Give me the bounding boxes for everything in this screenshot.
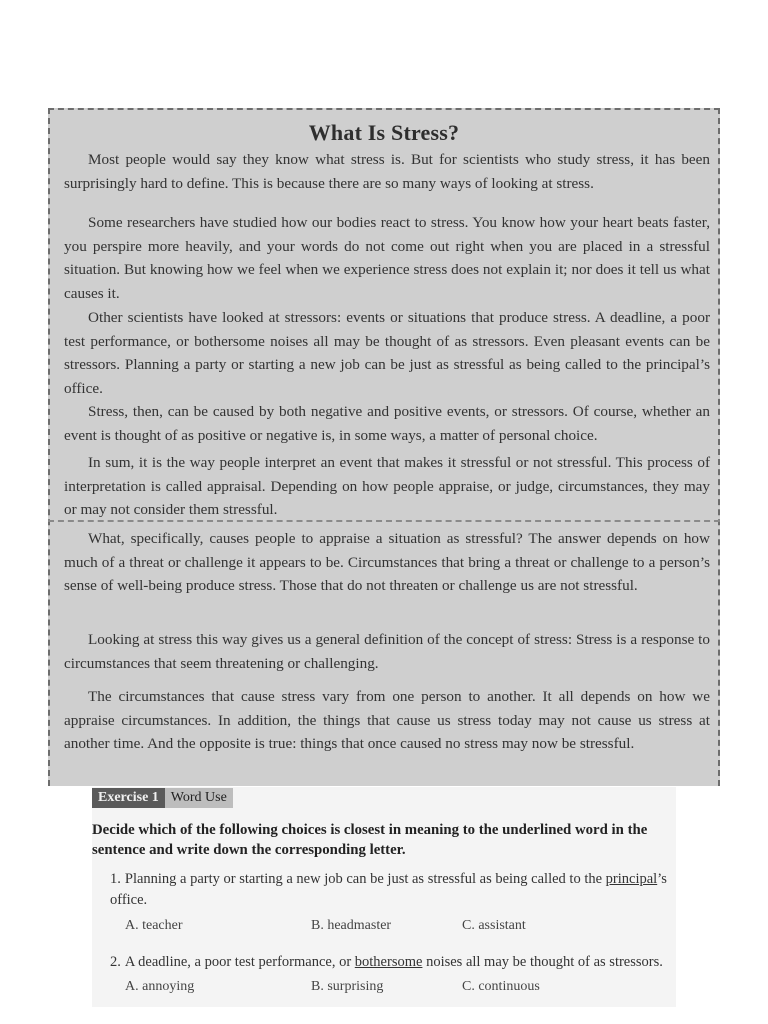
question-2	[110, 952, 676, 973]
passage-title: What Is Stress?	[308, 120, 460, 145]
question-text-before: A deadline, a poor test performance, or	[124, 954, 355, 970]
paragraph-2: Some researchers have studied how our bodies react to stress. You know how your heart beats faster, you perspire more heavily, and your words do not come out right when you are placed in a stressful situation. But knowing how we feel when we experience stress does not explain it; nor does it tell us what causes it.	[64, 214, 710, 302]
paragraph-8: The circumstances that cause stress vary from one person to another. It all depends on how we appraise circumstances. In addition, the things that cause us stress today may not cause us stress at another time. And the opposite is true: things that once caused no stress may now be stressful.	[64, 688, 710, 752]
question-number: 1.	[110, 871, 121, 887]
question-text-after: noises all may be thought of as stressors.	[422, 954, 663, 970]
option-c[interactable]: C. assistant	[462, 918, 526, 933]
option-a[interactable]: A. teacher	[125, 918, 183, 933]
paragraph-5: In sum, it is the way people interpret an event that makes it stressful or not stressful. This process of interpretation is called appraisal. Depending on how people appraise, or judge, circumstances, they may or may not consider them stressful.	[64, 454, 710, 518]
question-1	[110, 869, 676, 911]
exercise-badge	[92, 788, 233, 808]
option-b[interactable]: B. surprising	[311, 979, 384, 994]
paragraph-7: Looking at stress this way gives us a general definition of the concept of stress: Stress is a response to circumstances that seem threatening or challenging.	[64, 631, 710, 672]
exercise-number: Exercise 1	[92, 788, 165, 808]
paragraph-4: Stress, then, can be caused by both negative and positive events, or stressors. Of course, whether an event is thought of as positive or negative is, in some ways, a matter of personal choice.	[64, 403, 710, 444]
option-b[interactable]: B. headmaster	[311, 918, 392, 933]
exercise-instructions: Decide which of the following choices is closest in meaning to the underlined word in the sentence and write down the corresponding letter.	[92, 822, 648, 858]
paragraph-6: What, specifically, causes people to appraise a situation as stressful? The answer depends on how much of a threat or challenge it appears to be. Circumstances that bring a threat or challenge to a person’s sense of well-being produce stress. Those that do not threaten or challenge us are not stressful.	[64, 530, 710, 594]
option-a[interactable]: A. annoying	[125, 979, 195, 994]
exercise-type: Word Use	[165, 788, 233, 808]
question-number: 2.	[110, 954, 121, 970]
paragraph-1: Most people would say they know what stress is. But for scientists who study stress, it has been surprisingly hard to define. This is because there are so many ways of looking at stress.	[64, 151, 710, 192]
question-text-after: ’s office.	[110, 871, 667, 908]
option-c[interactable]: C. continuous	[462, 979, 540, 994]
underlined-word: principal	[605, 871, 658, 887]
underlined-word: bothersome	[354, 954, 423, 970]
paragraph-3: Other scientists have looked at stressors: events or situations that produce stress. A deadline, a poor test performance, or bothersome noises all may be thought of as stressors. Even pleasant events can be stressors. Planning a party or starting a new job can be just as stressful as being called to the principal’s office.	[64, 309, 710, 397]
question-text-before: Planning a party or starting a new job can be just as stressful as being called to the	[124, 871, 606, 887]
